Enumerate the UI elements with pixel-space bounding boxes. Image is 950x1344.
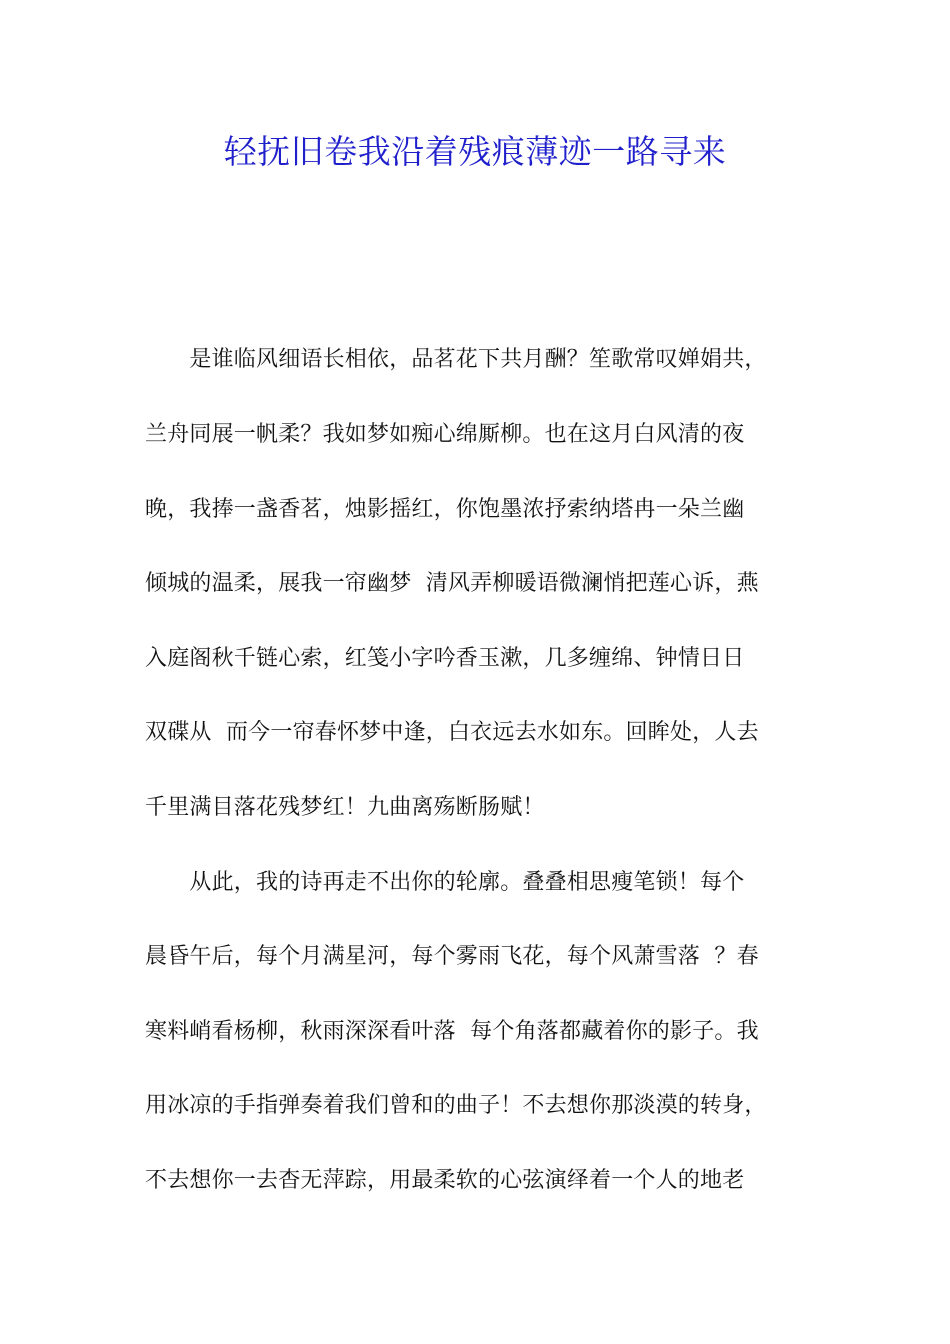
paragraph-1-line-3: 晚，我捧一盏香茗，烛影摇红，你饱墨浓抒索纳塔冉一朵兰幽 (145, 497, 745, 522)
paragraph-2-line-5: 不去想你一去杳无萍踪，用最柔软的心弦演绎着一个人的地老 (145, 1168, 745, 1193)
paragraph-2-line-2: 晨昏午后，每个月满星河，每个雾雨飞花，每个风萧雪落 ？春 (145, 944, 759, 969)
document-title: 轻抚旧卷我沿着残痕薄迹一路寻来 (223, 132, 727, 171)
paragraph-2-line-3: 寒料峭看杨柳，秋雨深深看叶落 每个角落都藏着你的影子。我 (145, 1019, 759, 1044)
paragraph-1-line-1: 是谁临风细语长相依，品茗花下共月酬？笙歌常叹婵娟共， (145, 347, 767, 372)
paragraph-2-line-4: 用冰凉的手指弹奏着我们曾和的曲子！不去想你那淡漠的转身， (145, 1093, 767, 1118)
paragraph-1-line-6: 双碟从 而今一帘春怀梦中逢，白衣远去水如东。回眸处，人去 (145, 720, 759, 745)
paragraph-1-line-2: 兰舟同展一帆柔？我如梦如痴心绵厮柳。也在这月白风清的夜 (145, 422, 745, 447)
paragraph-1-line-4: 倾城的温柔，展我一帘幽梦 清风弄柳暖语微澜悄把莲心诉，燕 (145, 571, 759, 596)
paragraph-1-line-7: 千里满目落花残梦红！九曲离殇断肠赋！ (145, 795, 545, 820)
paragraph-1-line-5: 入庭阁秋千链心索，红笺小字吟香玉漱，几多缠绵、钟情日日 (145, 646, 745, 671)
paragraph-2-line-1: 从此，我的诗再走不出你的轮廓。叠叠相思瘦笔锁！每个 (145, 870, 745, 895)
